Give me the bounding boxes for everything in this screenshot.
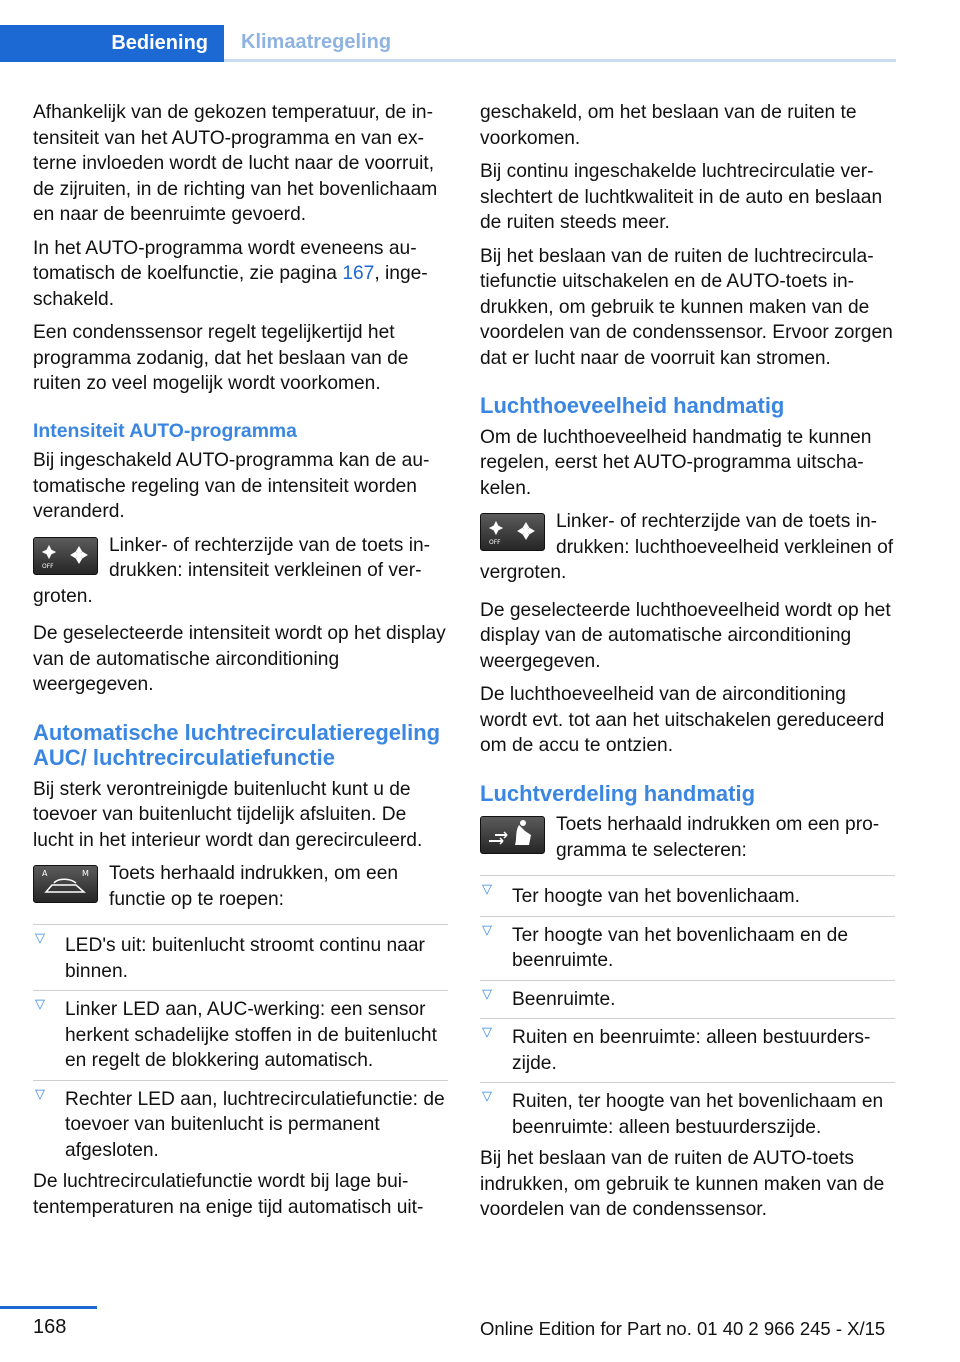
section-tab-klimaatregeling[interactable]: Klimaatregeling [224, 25, 896, 62]
list-item: ▽ Beenruimte. [480, 980, 895, 1013]
svg-text:OFF: OFF [489, 539, 501, 546]
paragraph: Een condenssensor regelt tegelijkertijd het programma zodanig, dat het beslaan van de ruiten zo veel mogelijk wordt voorkomen. [33, 322, 409, 394]
page-link[interactable]: 167 [342, 263, 375, 284]
recirculation-button-icon [33, 865, 98, 903]
paragraph: De luchtrecirculatiefunctie wordt bij lage buitentemperaturen na enige tijd automatisch uit- [33, 1171, 424, 1218]
section-tab-bediening[interactable]: Bediening [0, 25, 224, 62]
figure-caption: Toets herhaald indrukken om een programma te selecteren: [556, 814, 880, 861]
heading-air-distribution: Luchtverdeling handmatig [480, 780, 756, 806]
program-list [480, 875, 895, 1140]
list-item: ▽ Ter hoogte van het bovenlichaam en de beenruimte. [480, 916, 895, 974]
left-column [33, 100, 448, 1228]
figure-row [33, 861, 448, 912]
heading-auc: Automatische luchtrecirculatieregeling AUC/ luchtrecirculatiefunctie [33, 719, 441, 770]
fan-button-icon [33, 537, 98, 575]
edition-note: Online Edition for Part no. 01 40 2 966 245 - X/15 [480, 1318, 886, 1339]
paragraph: Bij sterk verontreinigde buitenlucht kunt u de toevoer van buitenlucht tijdelijk afsluiten. De lucht in het interieur wordt dan gerecirculeerd. [33, 778, 423, 851]
list-item: ▽ LED's uit: buitenlucht stroomt continu naar binnen. [33, 924, 448, 984]
fan-button-icon [480, 513, 545, 551]
footer-rule [0, 1306, 97, 1309]
figure-row [480, 509, 895, 586]
page-number: 168 [33, 1316, 67, 1338]
paragraph-text: , ingeschakeld. [33, 263, 428, 310]
paragraph: Om de luchthoeveelheid handmatig te kunnen regelen, eerst het AUTO-programma uitschakelen. [480, 426, 872, 499]
list-item: ▽ Ruiten, ter hoogte van het bovenlichaam en beenruimte: alleen bestuurderszijde. [480, 1082, 895, 1140]
figure-caption: Linker- of rechterzijde van de toets indrukken: luchthoeveelheid verkleinen of vergroten. [480, 511, 894, 583]
paragraph: De geselecteerde luchthoeveelheid wordt op het display van de automatische airconditioning weergegeven. [480, 599, 891, 672]
paragraph-text: In het AUTO-programma wordt eveneens automatisch de koelfunctie, zie pagina [33, 237, 417, 284]
paragraph: Bij continu ingeschakelde luchtrecirculatie verslechtert de luchtkwaliteit in de auto en beslaan de ruiten steeds meer. [480, 161, 883, 233]
list-item: ▽ Ruiten en beenruimte: alleen bestuurderszijde. [480, 1018, 895, 1076]
list-item: ▽ Rechter LED aan, luchtrecirculatiefunctie: de toevoer van buitenlucht is permanent afgesloten. [33, 1080, 448, 1164]
paragraph: Bij het beslaan van de ruiten de AUTO-toets indrukken, om gebruik te kunnen maken van de voordelen van de condenssensor. [480, 1148, 885, 1220]
paragraph: De luchthoeveelheid van de airconditioning wordt evt. tot aan het uitschakelen gereduceerd om de accu te ontzien. [480, 684, 885, 756]
figure-row [480, 812, 895, 863]
air-distribution-button-icon [480, 816, 545, 854]
svg-text:A: A [42, 869, 48, 878]
paragraph: Bij het beslaan van de ruiten de luchtrecirculatiefunctie uitschakelen en de AUTO-toets indrukken, om gebruik te kunnen maken van de voordelen van de condenssensor. Ervoor zorgen dat er lucht naar de voorruit kan stromen. [480, 245, 893, 369]
paragraph: Afhankelijk van de gekozen temperatuur, de intensiteit van het AUTO-programma en van externe invloeden wordt de lucht naar de voorruit, de zijruiten, in de richting van het bovenlichaam en naar de beenruimte gevoerd. [33, 102, 438, 225]
function-list [33, 924, 448, 1163]
subheading-intensity: Intensiteit AUTO-programma [33, 419, 297, 442]
page-header [0, 0, 960, 62]
right-column [480, 100, 895, 1231]
svg-text:M: M [82, 869, 89, 878]
figure-row [33, 533, 448, 610]
paragraph: De geselecteerde intensiteit wordt op het display van de automatische airconditioning weergegeven. [33, 623, 446, 695]
figure-caption: Toets herhaald indrukken, om een functie op te roepen: [109, 863, 399, 910]
figure-caption: Linker- of rechterzijde van de toets indrukken: intensiteit verkleinen of vergroten. [33, 534, 431, 607]
paragraph [33, 236, 448, 313]
list-item: ▽ Linker LED aan, AUC-werking: een sensor herkent schadelijke stoffen in de buitenlucht en regelt de blokkering automatisch. [33, 990, 448, 1074]
paragraph: Bij ingeschakeld AUTO-programma kan de automatische regeling van de intensiteit worden veranderd. [33, 450, 430, 522]
heading-air-amount: Luchthoeveelheid handmatig [480, 393, 785, 418]
list-item: ▽ Ter hoogte van het bovenlichaam. [480, 875, 895, 910]
svg-text:OFF: OFF [42, 562, 54, 570]
paragraph: geschakeld, om het beslaan van de ruiten te voorkomen. [480, 102, 857, 149]
